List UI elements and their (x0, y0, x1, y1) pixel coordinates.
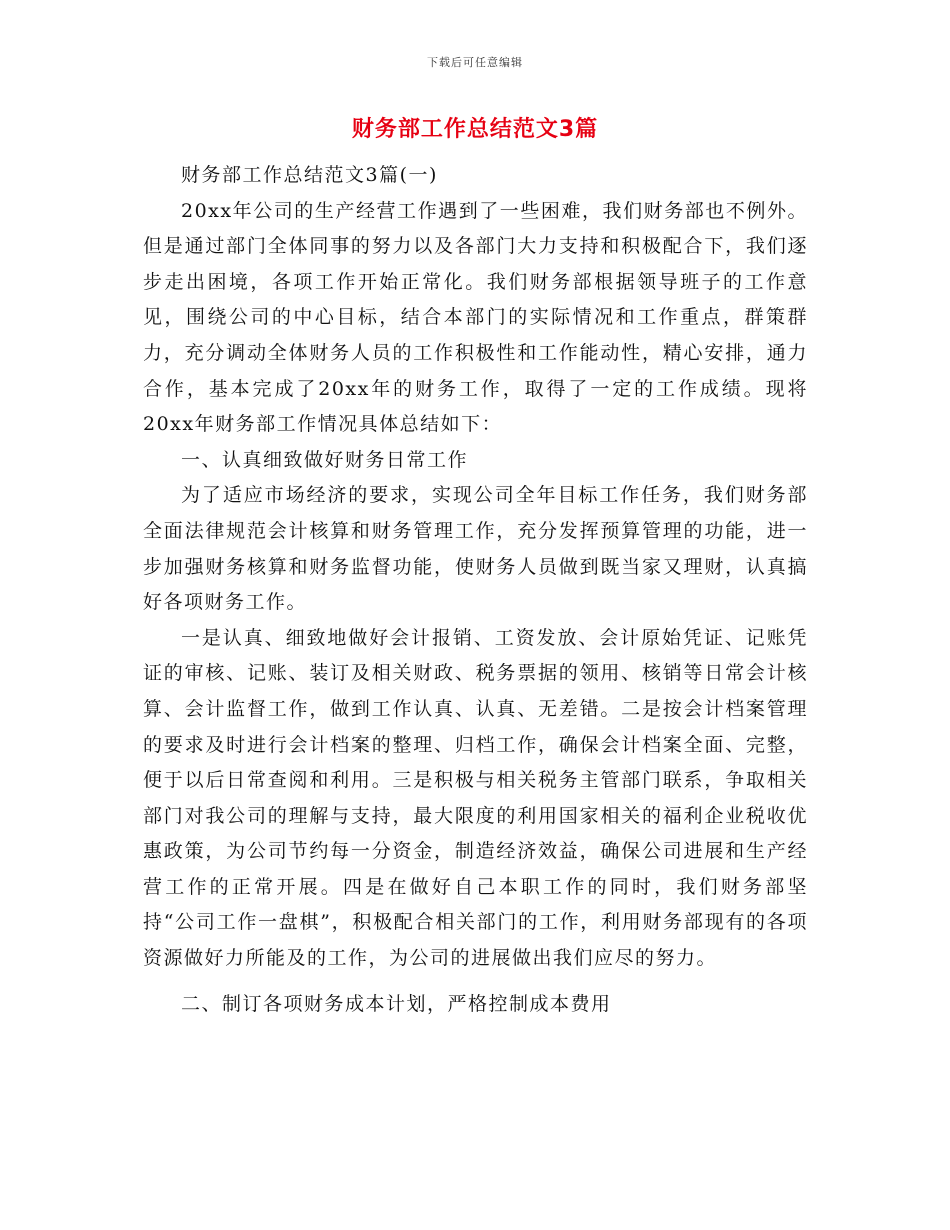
section-heading-1: 一、认真细致做好财务日常工作 (181, 448, 469, 471)
section-subtitle: 财务部工作总结范文3篇(一) (181, 164, 438, 186)
paragraph-details: 一是认真、细致地做好会计报销、工资发放、会计原始凭证、记账凭证的审核、记账、装订及相关财政、税务票据的领用、核销等日常会计核算、会计监督工作，做到工作认真、认真、无差错。二是按会计档案管理的要求及时进行会计档案的整理、归档工作，确保会计档案全面、完整，便于以后日常查阅和利用。三是积极与相关税务主管部门联系，争取相关部门对我公司的理解与支持，最大限度的利用国家相关的福利企业税收优惠政策，为公司节约每一分资金，制造经济效益，确保公司进展和生产经营工作的正常开展。四是在做好自己本职工作的同时，我们财务部坚持“公司工作一盘棋”，积极配合相关部门的工作，利用财务部现有的各项资源做好力所能及的工作，为公司的进展做出我们应尽的努力。 (143, 626, 808, 970)
document-title: 财务部工作总结范文3篇 (351, 117, 599, 142)
paragraph-section-1: 为了适应市场经济的要求，实现公司全年目标工作任务，我们财务部全面法律规范会计核算和财务管理工作，充分发挥预算管理的功能，进一步加强财务核算和财务监督功能，使财务人员做到既当家又理财，认真搞好各项财务工作。 (143, 484, 808, 614)
paragraph-intro: 20xx年公司的生产经营工作遇到了一些困难，我们财务部也不例外。但是通过部门全体同事的努力以及各部门大力支持和积极配合下，我们逐步走出困境，各项工作开始正常化。我们财务部根据领导班子的工作意见，围绕公司的中心目标，结合本部门的实际情况和工作重点，群策群力，充分调动全体财务人员的工作积极性和工作能动性，精心安排，通力合作，基本完成了20xx年的财务工作，取得了一定的工作成绩。现将20xx年财务部工作情况具体总结如下： (143, 199, 808, 436)
document-body (143, 158, 808, 1022)
section-heading-2: 二、制订各项财务成本计划，严格控制成本费用 (181, 992, 612, 1015)
header-note: 下载后可任意编辑 (427, 56, 523, 69)
